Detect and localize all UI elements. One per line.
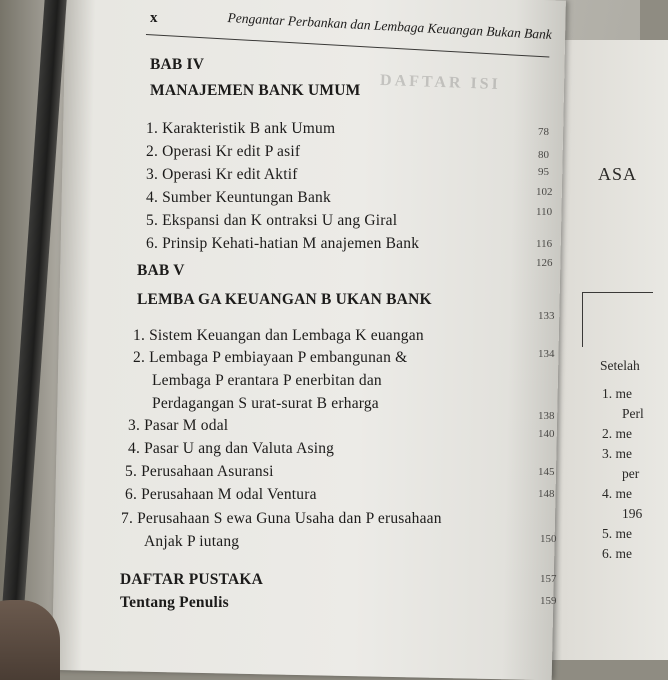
toc-page-number: 145: [538, 466, 555, 478]
toc-page-number: 78: [538, 126, 549, 138]
page-roman-numeral: x: [150, 10, 158, 26]
toc-entry: 4. Sumber Keuntungan Bank: [146, 189, 331, 206]
toc-page-number: 80: [538, 149, 549, 161]
toc-page-number: 116: [536, 238, 553, 250]
toc-page-number: 159: [540, 595, 557, 607]
toc-page-number: 126: [536, 257, 553, 269]
toc-entry: 1. Sistem Keuangan dan Lembaga K euangan: [133, 327, 424, 344]
toc-page-number: 138: [538, 410, 555, 422]
daftar-pustaka: DAFTAR PUSTAKA: [120, 571, 264, 588]
toc-entry: 1. Karakteristik B ank Umum: [146, 120, 336, 137]
toc-page-number: 157: [540, 573, 557, 585]
right-page-heading: ASA: [598, 164, 638, 184]
toc-page-number: 102: [536, 186, 553, 198]
right-page-list-item: per: [622, 466, 640, 481]
right-page-text: Setelah: [600, 358, 640, 373]
toc-entry: 5. Ekspansi dan K ontraksi U ang Giral: [146, 212, 398, 229]
bab4-label: BAB IV: [150, 56, 205, 73]
toc-entry: 5. Perusahaan Asuransi: [125, 463, 274, 480]
right-page-box: [582, 292, 653, 347]
right-page-list-item: 2. me: [602, 426, 632, 441]
bab5-label: BAB V: [137, 262, 185, 279]
toc-entry: 6. Perusahaan M odal Ventura: [125, 486, 317, 503]
tentang-penulis: Tentang Penulis: [120, 594, 229, 611]
show-through-text: DAFTAR ISI: [379, 71, 502, 94]
toc-page-number: 150: [540, 533, 557, 545]
bab5-title: LEMBA GA KEUANGAN B UKAN BANK: [137, 291, 432, 308]
toc-page-number: 95: [538, 166, 549, 178]
bab4-title: MANAJEMEN BANK UMUM: [150, 82, 361, 99]
right-page-list-item: 4. me: [602, 486, 632, 501]
right-page-list-item: 196: [622, 506, 643, 521]
toc-page-number: 134: [538, 348, 555, 360]
toc-entry-continued: Perdagangan S urat-surat B erharga: [152, 395, 379, 412]
toc-entry: 6. Prinsip Kehati-hatian M anajemen Bank: [146, 235, 420, 252]
toc-page-number: 140: [538, 428, 555, 440]
right-page-list-item: 5. me: [602, 526, 632, 541]
toc-entry: 4. Pasar U ang dan Valuta Asing: [128, 440, 335, 457]
toc-entry: 2. Lembaga P embiayaan P embangunan &: [133, 349, 408, 366]
toc-page-number: 110: [536, 206, 553, 218]
toc-page-number: 148: [538, 488, 555, 500]
right-page-list-item: 6. me: [602, 546, 632, 561]
toc-entry: 7. Perusahaan S ewa Guna Usaha dan P erusahaan: [121, 510, 442, 527]
right-page-list-item: Perl: [622, 406, 644, 421]
right-page-list-item: 3. me: [602, 446, 632, 461]
toc-entry: 3. Pasar M odal: [128, 417, 229, 434]
toc-entry: 2. Operasi Kr edit P asif: [146, 143, 301, 160]
toc-entry-continued: Lembaga P erantara P enerbitan dan: [152, 372, 382, 389]
toc-entry-continued: Anjak P iutang: [144, 533, 240, 550]
toc-page-number: 133: [538, 310, 555, 322]
toc-entry: 3. Operasi Kr edit Aktif: [146, 166, 298, 183]
right-page-list-item: 1. me: [602, 386, 632, 401]
running-header: Pengantar Perbankan dan Lembaga Keuangan Bukan Bank: [227, 10, 553, 42]
